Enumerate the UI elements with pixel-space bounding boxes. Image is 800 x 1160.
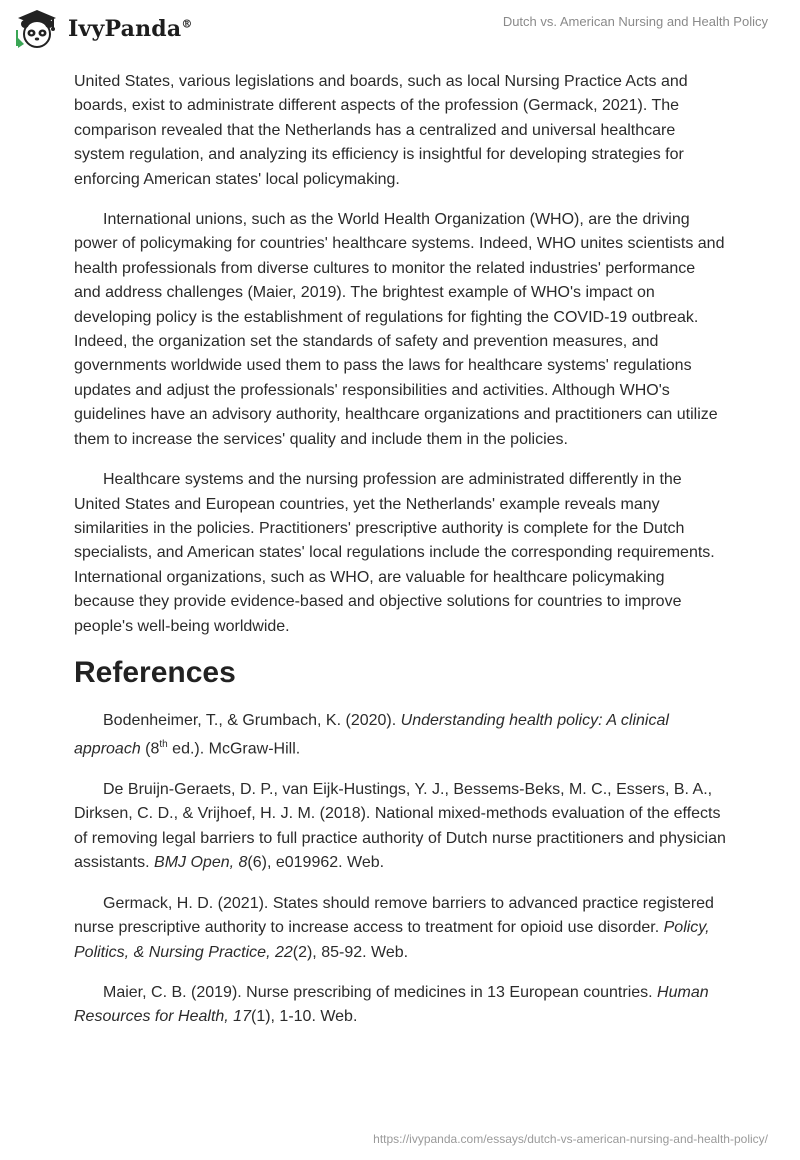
panda-graduate-icon (14, 8, 60, 50)
brand-name: IvyPanda® (68, 16, 193, 42)
document-title: Dutch vs. American Nursing and Health Policy (502, 14, 768, 29)
reference-4: Maier, C. B. (2019). Nurse prescribing of medicines in 13 European countries. Human Resources for Health, 17(1), 1-10. Web. (74, 983, 709, 1026)
ivypanda-logo[interactable] (14, 8, 193, 50)
paragraph-1: United States, various legislations and boards, such as local Nursing Practice Acts and boards, exist to administrate different aspects of the profession (Germack, 2021). The comparison revealed that the Netherlands has a centralized and universal healthcare system regulation, and analyzing its efficiency is insightful for developing strategies for enforcing American states' local policymaking. (74, 73, 688, 188)
paragraph-3: Healthcare systems and the nursing profession are administrated differently in the United States and European countries, yet the Netherlands' example reveals many similarities in the policies. Practitioners' prescriptive authority is complete for the Dutch specialists, and American states' local regulations include the corresponding requirements. International organizations, such as WHO, are valuable for healthcare policymaking because they provide evidence-based and objective solutions for countries to improve people's well-being worldwide. (74, 471, 715, 635)
source-url-link[interactable]: https://ivypanda.com/essays/dutch-vs-american-nursing-and-health-policy/ (373, 1132, 768, 1146)
reference-1: Bodenheimer, T., & Grumbach, K. (2020). Understanding health policy: A clinical approach (8th ed.). McGraw-Hill. (74, 711, 669, 758)
reference-3: Germack, H. D. (2021). States should remove barriers to advanced practice registered nurse prescriptive authority to increase access to treatment for opioid use disorder. Policy, Politics, & Nursing Practice, 22(2), 85-92. Web. (74, 894, 714, 961)
references-heading: References (74, 655, 236, 689)
essay-content (74, 70, 726, 1046)
page-header (0, 0, 800, 60)
reference-2: De Bruijn-Geraets, D. P., van Eijk-Hustings, Y. J., Bessems-Beks, M. C., Essers, B. A., Dirksen, C. D., & Vrijhoef, H. J. M. (2018). National mixed-methods evaluation of the effects of removing legal barriers to full practice authority of Dutch nurse practitioners and physician assistants. BMJ Open, 8(6), e019962. Web. (74, 781, 726, 872)
paragraph-2: International unions, such as the World Health Organization (WHO), are the driving power of policymaking for countries' healthcare systems. Indeed, WHO unites scientists and health professionals from diverse cultures to monitor the related industries' performance and address challenges (Maier, 2019). The brightest example of WHO's impact on developing policy is the establishment of regulations for fighting the COVID-19 outbreak. Indeed, the organization set the standards of safety and prevention measures, and governments worldwide used them to pass the laws for healthcare systems' regulations updates and adjust the professionals' responsibilities and activities. Although WHO's guidelines have an advisory authority, healthcare organizations and practitioners can utilize them to increase the services' quality and include them in the policies. (74, 211, 725, 448)
